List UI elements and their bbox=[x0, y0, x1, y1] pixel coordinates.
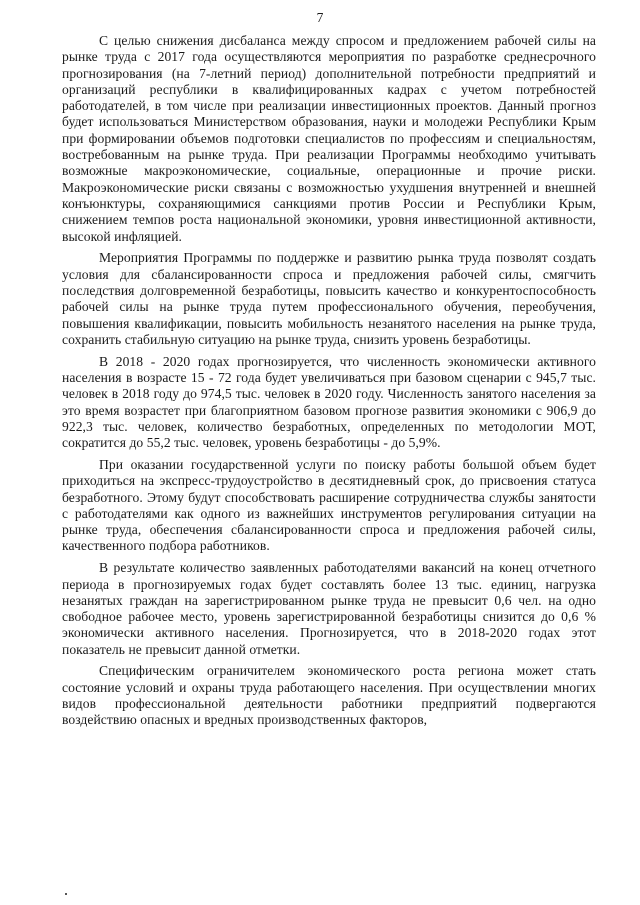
paragraph-labor-safety: Специфическим ограничителем экономического роста региона может стать состояние условий и охраны труда работающего населения. При осуществлении многих видов профессиональной деятельности работники предприятий подвергаются воздействию опасных и вредных производственных факторов, bbox=[62, 663, 596, 728]
paragraph-program-measures: Мероприятия Программы по поддержке и развитию рынка труда позволят создать условия для сбалансированности спроса и предложения рабочей силы, смягчить последствия долговременной безработицы, повысить качество и конкурентоспособность рабочей силы на рынке труда путем профессионального обучения, переобучения, повышения квалификации, повысить мобильность незанятого населения на рынке труда, сохранить стабильную ситуацию на рынке труда, снизить уровень безработицы. bbox=[62, 250, 596, 347]
page-number: 7 bbox=[316, 10, 324, 25]
paragraph-vacancies: В результате количество заявленных работодателями вакансий на конец отчетного периода в прогнозируемых годах будет составлять более 13 тыс. единиц, нагрузка незанятых граждан на зарегистрированном рынке труда не превысит 0,6 чел. на одно свободное рабочее место, уровень зарегистрированной безработицы снизится до 0,6 % экономически активного населения. Прогнозируется, что в 2018-2020 годах этот показатель не превысит данной отметки. bbox=[62, 560, 596, 657]
document-body bbox=[62, 33, 596, 729]
paragraph-population-forecast: В 2018 - 2020 годах прогнозируется, что численность экономически активного населения в возрасте 15 - 72 года будет увеличиваться при базовом сценарии с 945,7 тыс. человек в 2018 году до 974,5 тыс. человек в 2020 году. Численность занятого населения за это время возрастет при благоприятном базовом прогнозе развития экономики с 906,9 до 922,3 тыс. человек, количество безработных, определенных по методологии МОТ, сократится до 55,2 тыс. человек, уровень безработицы - до 5,9%. bbox=[62, 353, 596, 451]
paragraph-employment-service: При оказании государственной услуги по поиску работы большой объем будет приходиться на экспресс-трудоустройство в десятидневный срок, до присвоения статуса безработного. Этому будут способствовать расширение сотрудничества службы занятости с работодателями как одного из важнейших инструментов регулирования ситуации на рынке труда, обеспечения сбалансированности спроса и предложения рабочей силы, качественного подбора работников. bbox=[62, 456, 596, 554]
paragraph-labor-forecast: С целью снижения дисбаланса между спросом и предложением рабочей силы на рынке труда с 2017 года осуществляются мероприятия по разработке среднесрочного прогнозирования (на 7-летний период) дополнительной потребности предприятий и организаций республики в квалифицированных кадрах с учетом потребностей работодателей, в том числе при реализации инвестиционных проектов. Данный прогноз будет использоваться Министерством образования, науки и молодежи Республики Крым при формировании объемов подготовки специалистов по профессиям и специальностям, востребованным на рынке труда. При реализации Программы необходимо учитывать возможные макроэкономические, социальные, операционные и прочие риски. Макроэкономические риски связаны с возможностью ухудшения внутренней и внешней конъюнктуры, сохраняющимися санкциями против России и Республики Крым, снижением темпов роста национальной экономики, уровня инвестиционной активности, высокой инфляцией. bbox=[62, 33, 596, 244]
scan-artifact-dot bbox=[65, 893, 67, 895]
